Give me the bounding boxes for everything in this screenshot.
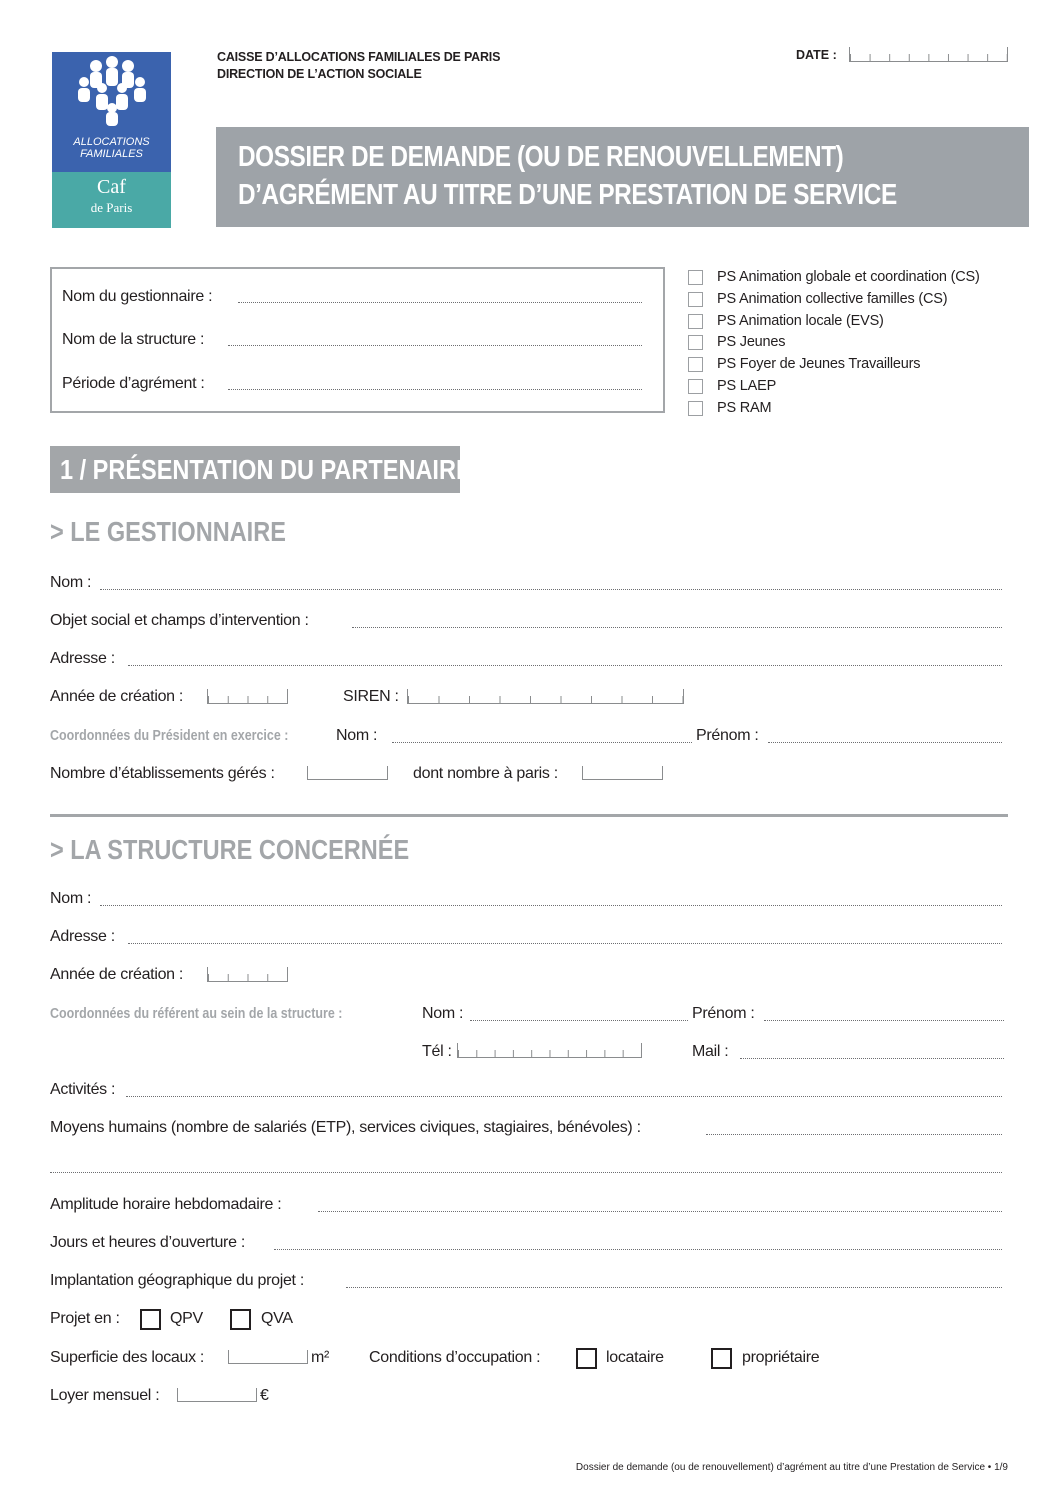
logo-text: ALLOCATIONS FAMILIALES xyxy=(73,136,150,160)
ps-checkbox[interactable] xyxy=(688,335,703,350)
s-nom-label: Nom : xyxy=(50,890,92,907)
ps-checkbox[interactable] xyxy=(688,292,703,307)
s-amplitude-field[interactable] xyxy=(318,1211,1002,1212)
s-activites-field[interactable] xyxy=(126,1096,1002,1097)
ps-checkbox[interactable] xyxy=(688,357,703,372)
periode-field[interactable] xyxy=(228,389,642,390)
title-line-2: D’AGRÉMENT AU TITRE D’UNE PRESTATION DE SERVICE xyxy=(238,179,897,211)
s-ref-nom-field[interactable] xyxy=(470,1020,688,1021)
s-ref-nom-label: Nom : xyxy=(422,1005,464,1022)
s-superficie-label: Superficie des locaux : xyxy=(50,1349,205,1366)
section-1-header: 1 / PRÉSENTATION DU PARTENAIRE xyxy=(50,446,460,493)
g-pres-prenom-label: Prénom : xyxy=(696,727,759,744)
s-superficie-field[interactable] xyxy=(228,1350,308,1364)
proprietaire-label: propriétaire xyxy=(742,1349,820,1366)
s-loyer-field[interactable] xyxy=(177,1388,257,1402)
s-tel-label: Tél : xyxy=(422,1043,452,1060)
caf-family-logo-icon xyxy=(52,52,171,132)
g-objet-field[interactable] xyxy=(352,627,1002,628)
qpv-checkbox[interactable] xyxy=(140,1309,161,1330)
organization-name: CAISSE D’ALLOCATIONS FAMILIALES DE PARIS DIRECTION DE L’ACTION SOCIALE xyxy=(217,50,501,81)
periode-label: Période d’agrément : xyxy=(62,375,205,392)
ps-checkbox[interactable] xyxy=(688,379,703,394)
logo-caf: Caf xyxy=(97,176,126,198)
s-mail-field[interactable] xyxy=(740,1058,1004,1059)
s-ref-prenom-field[interactable] xyxy=(764,1020,1004,1021)
g-annee-field[interactable] xyxy=(207,689,288,704)
caf-logo xyxy=(52,52,171,228)
s-implantation-label: Implantation géographique du projet : xyxy=(50,1272,304,1289)
g-president-label: Coordonnées du Président en exercice : xyxy=(50,728,289,744)
structure-title: > LA STRUCTURE CONCERNÉE xyxy=(50,834,410,865)
title-banner xyxy=(216,127,1029,227)
g-nom-field[interactable] xyxy=(100,589,1002,590)
s-moyens-field[interactable] xyxy=(706,1134,1002,1135)
g-pres-nom-field[interactable] xyxy=(392,742,692,743)
g-nom-label: Nom : xyxy=(50,574,92,591)
date-field[interactable] xyxy=(849,47,1008,62)
logo-paris: de Paris xyxy=(90,200,133,215)
date-label: DATE : xyxy=(796,48,837,62)
s-annee-field[interactable] xyxy=(207,967,288,982)
title-line-1: DOSSIER DE DEMANDE (OU DE RENOUVELLEMENT) xyxy=(238,141,844,173)
g-objet-label: Objet social et champs d’intervention : xyxy=(50,612,309,629)
ps-label: PS Animation globale et coordination (CS) xyxy=(717,269,980,285)
s-projet-label: Projet en : xyxy=(50,1310,120,1327)
s-referent-label: Coordonnées du référent au sein de la structure : xyxy=(50,1006,343,1022)
g-dont-paris-field[interactable] xyxy=(582,766,663,780)
page-footer: Dossier de demande (ou de renouvellement) d’agrément au titre d’une Prestation de Service • 1/9 xyxy=(575,1462,1008,1473)
gestionnaire-field[interactable] xyxy=(238,302,642,303)
ps-label: PS Foyer de Jeunes Travailleurs xyxy=(717,356,921,373)
locataire-checkbox[interactable] xyxy=(576,1348,597,1369)
ps-label: PS RAM xyxy=(717,399,772,416)
qva-label: QVA xyxy=(261,1310,293,1327)
s-loyer-label: Loyer mensuel : xyxy=(50,1387,160,1404)
g-adresse-label: Adresse : xyxy=(50,650,115,667)
s-ref-prenom-label: Prénom : xyxy=(692,1005,755,1022)
s-moyens-field-2[interactable] xyxy=(50,1172,1002,1173)
structure-field[interactable] xyxy=(228,345,642,346)
locataire-label: locataire xyxy=(606,1349,664,1366)
s-moyens-label: Moyens humains (nombre de salariés (ETP), services civiques, stagiaires, bénévoles) : xyxy=(50,1119,641,1136)
separator xyxy=(50,814,1008,817)
s-mail-label: Mail : xyxy=(692,1043,729,1060)
g-adresse-field[interactable] xyxy=(128,665,1002,666)
ps-checkbox[interactable] xyxy=(688,314,703,329)
gestionnaire-label: Nom du gestionnaire : xyxy=(62,288,213,305)
m2-label: m² xyxy=(311,1349,330,1366)
g-nb-etab-label: Nombre d’établissements gérés : xyxy=(50,765,275,782)
s-annee-label: Année de création : xyxy=(50,966,184,983)
qpv-label: QPV xyxy=(170,1310,203,1327)
g-dont-paris-label: dont nombre à paris : xyxy=(413,765,558,782)
g-nb-etab-field[interactable] xyxy=(307,766,388,780)
gestionnaire-title: > LE GESTIONNAIRE xyxy=(50,516,286,547)
s-jours-field[interactable] xyxy=(274,1249,1002,1250)
g-annee-label: Année de création : xyxy=(50,688,184,705)
ps-label: PS Jeunes xyxy=(717,334,786,351)
proprietaire-checkbox[interactable] xyxy=(711,1348,732,1369)
s-adresse-label: Adresse : xyxy=(50,928,115,945)
ps-label: PS Animation locale (EVS) xyxy=(717,312,884,329)
g-siren-label: SIREN : xyxy=(343,688,399,705)
s-activites-label: Activités : xyxy=(50,1081,116,1098)
ps-label: PS Animation collective familles (CS) xyxy=(717,290,948,307)
g-pres-nom-label: Nom : xyxy=(336,727,378,744)
s-jours-label: Jours et heures d’ouverture : xyxy=(50,1234,245,1251)
s-adresse-field[interactable] xyxy=(128,943,1002,944)
g-pres-prenom-field[interactable] xyxy=(768,742,1002,743)
s-implantation-field[interactable] xyxy=(346,1287,1002,1288)
s-nom-field[interactable] xyxy=(100,905,1002,906)
s-conditions-label: Conditions d’occupation : xyxy=(369,1349,541,1366)
s-amplitude-label: Amplitude horaire hebdomadaire : xyxy=(50,1196,282,1213)
structure-label: Nom de la structure : xyxy=(62,331,205,348)
qva-checkbox[interactable] xyxy=(230,1309,251,1330)
s-tel-field[interactable] xyxy=(457,1043,642,1058)
euro-label: € xyxy=(260,1387,269,1404)
ps-checkbox[interactable] xyxy=(688,401,703,416)
g-siren-field[interactable] xyxy=(407,689,684,704)
ps-label: PS LAEP xyxy=(717,378,777,394)
ps-checkbox[interactable] xyxy=(688,270,703,285)
